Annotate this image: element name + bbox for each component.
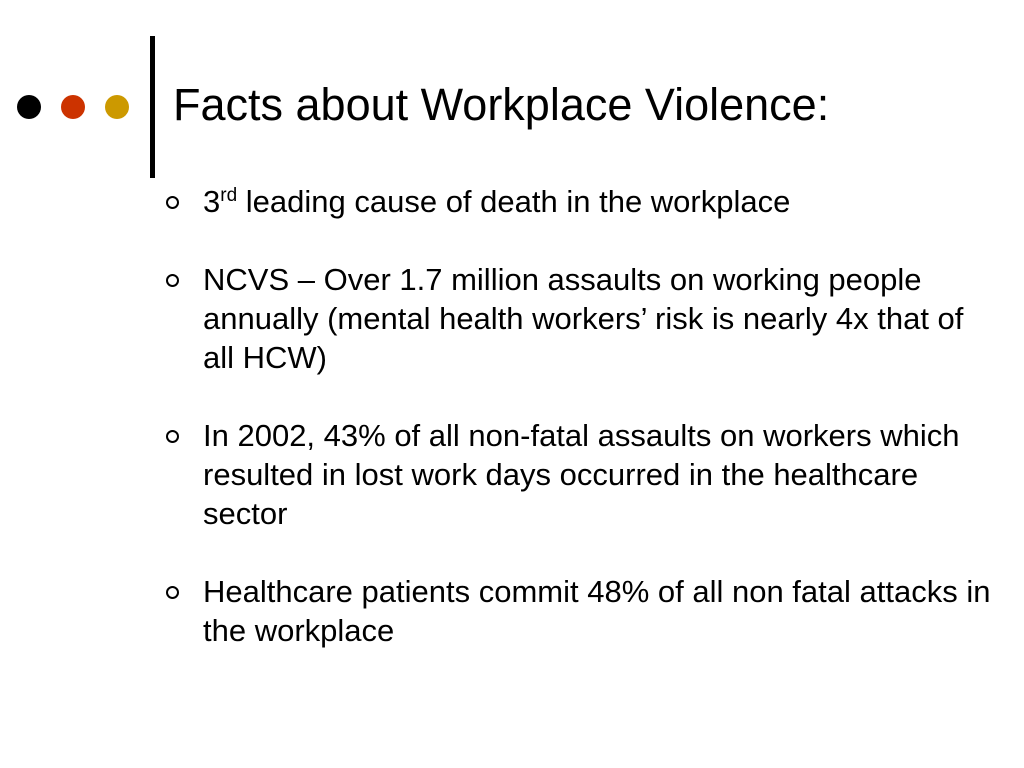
slide-title: Facts about Workplace Violence: xyxy=(173,79,830,130)
bullet-number: 3 xyxy=(203,184,221,219)
bullet-list xyxy=(203,182,993,650)
bullet-item xyxy=(203,416,993,533)
circle-bullet-icon xyxy=(166,196,179,209)
bullet-superscript: rd xyxy=(220,185,238,206)
red-dot-icon xyxy=(61,95,85,119)
bullet-text: In 2002, 43% of all non-fatal assaults on workers which resulted in lost work days occurred in the healthcare sector xyxy=(203,418,960,531)
gold-dot-icon xyxy=(105,95,129,119)
bullet-item xyxy=(203,182,993,221)
bullet-item xyxy=(203,572,993,650)
bullet-item xyxy=(203,260,993,377)
circle-bullet-icon xyxy=(166,430,179,443)
bullet-text: NCVS – Over 1.7 million assaults on working people annually (mental health workers’ risk is nearly 4x that of all HCW) xyxy=(203,262,964,375)
circle-bullet-icon xyxy=(166,586,179,599)
title-divider xyxy=(150,36,155,178)
circle-bullet-icon xyxy=(166,274,179,287)
bullet-text: Healthcare patients commit 48% of all non fatal attacks in the workplace xyxy=(203,574,991,648)
bullet-text: leading cause of death in the workplace xyxy=(237,184,791,219)
black-dot-icon xyxy=(17,95,41,119)
